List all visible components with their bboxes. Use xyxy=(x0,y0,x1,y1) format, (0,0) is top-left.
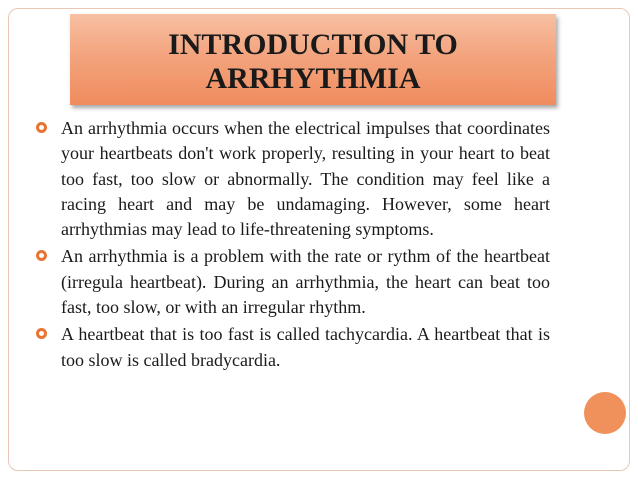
title-line-2: ARRHYTHMIA xyxy=(205,62,421,95)
title-line-1: INTRODUCTION TO xyxy=(168,28,458,61)
bullet-text: A heartbeat that is too fast is called tachycardia. A heartbeat that is too slow is called bradycardia. xyxy=(61,324,550,370)
bullet-ring-icon xyxy=(36,122,47,133)
bullet-ring-icon xyxy=(36,250,47,261)
bullet-list xyxy=(36,116,550,375)
bullet-item xyxy=(36,116,550,242)
decorative-circle xyxy=(584,392,626,434)
slide-title xyxy=(70,28,556,96)
bullet-text: An arrhythmia occurs when the electrical impulses that coordinates your heartbeats don't work properly, resulting in your heart to beat too fast, too slow or abnormally. The condition may feel like a racing heart and may be undamaging. However, some heart arrhythmias may lead to life-threatening symptoms. xyxy=(61,118,550,240)
bullet-text: An arrhythmia is a problem with the rate or rythm of the heartbeat (irregula heartbeat). During an arrhythmia, the heart can beat too fast, too slow, or with an irregular rhythm. xyxy=(61,246,550,318)
bullet-item xyxy=(36,322,550,373)
title-box xyxy=(70,14,556,105)
bullet-item xyxy=(36,244,550,320)
bullet-ring-icon xyxy=(36,328,47,339)
